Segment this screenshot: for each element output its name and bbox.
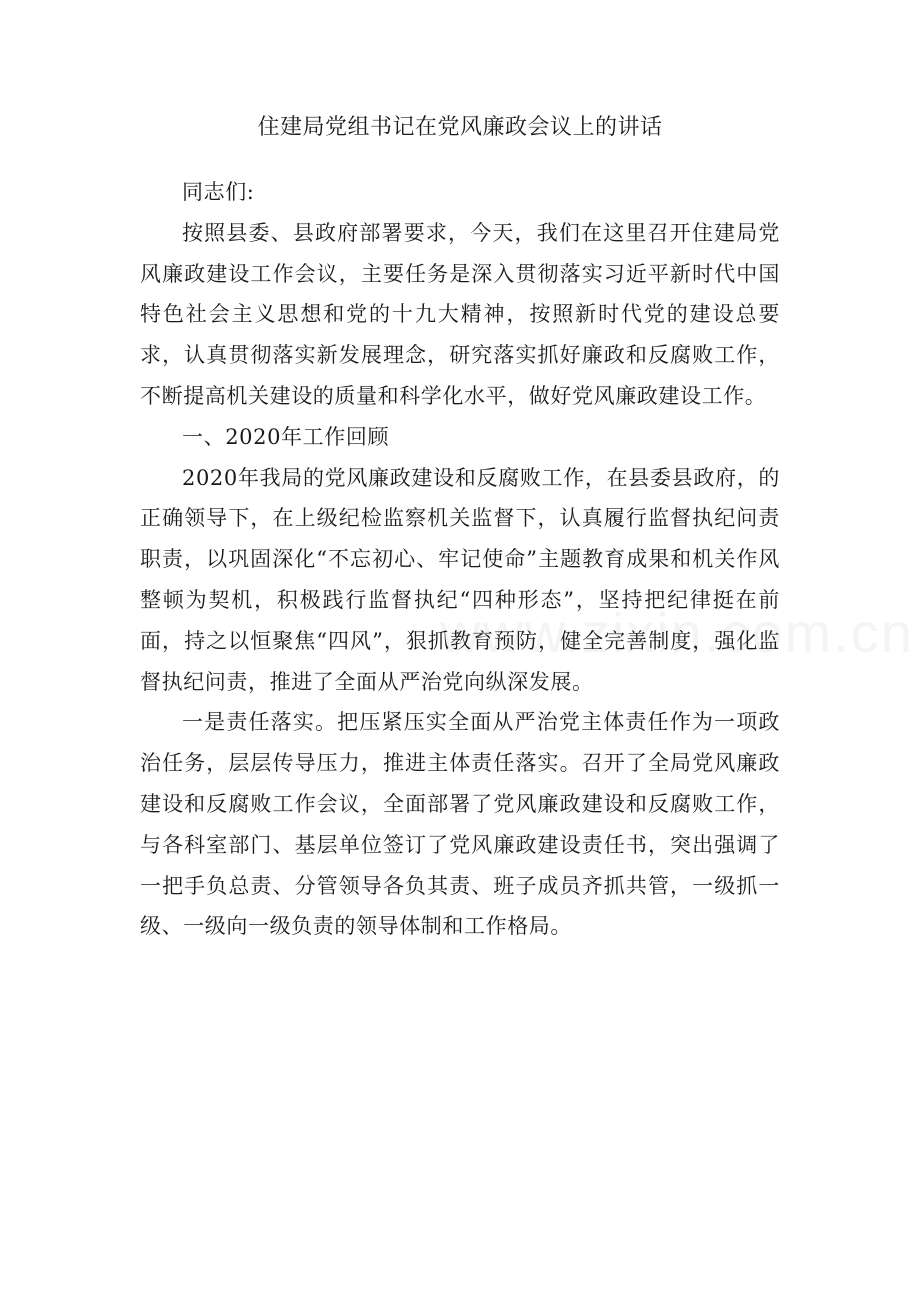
document-body [140, 172, 780, 947]
salutation-paragraph: 同志们: [182, 180, 255, 204]
section-heading: 一、2020年工作回顾 [182, 424, 390, 449]
intro-paragraph: 按照县委、县政府部署要求，今天，我们在这里召开住建局党风廉政建设工作会议，主要任务是深入贯彻落实习近平新时代中国特色社会主义思想和党的十九大精神，按照新时代党的建设总要求，认真贯彻落实新发展理念，研究落实抓好廉政和反腐败工作，不断提高机关建设的质量和科学化水平，做好党风廉政建设工作。 [140, 220, 780, 408]
document-title: 住建局党组书记在党风廉政会议上的讲话 [257, 115, 663, 140]
review-paragraph: 2020年我局的党风廉政建设和反腐败工作，在县委县政府，的正确领导下，在上级纪检监察机关监督下，认真履行监督执纪问责职责，以巩固深化“不忘初心、牢记使命”主题教育成果和机关作风整顿为契机，积极践行监督执纪“四种形态”，坚持把纪律挺在前面，持之以恒聚焦“四风”，狠抓教育预防，健全完善制度，强化监督执纪问责，推进了全面从严治党向纵深发展。 [140, 465, 780, 694]
responsibility-paragraph: 一是责任落实。把压紧压实全面从严治党主体责任作为一项政治任务，层层传导压力，推进主体责任落实。召开了全局党风廉政建设和反腐败工作会议，全面部署了党风廉政建设和反腐败工作，与各科室部门、基层单位签订了党风廉政建设责任书，突出强调了一把手负总责、分管领导各负其责、班子成员齐抓共管，一级抓一级、一级向一级负责的领导体制和工作格局。 [140, 710, 780, 939]
